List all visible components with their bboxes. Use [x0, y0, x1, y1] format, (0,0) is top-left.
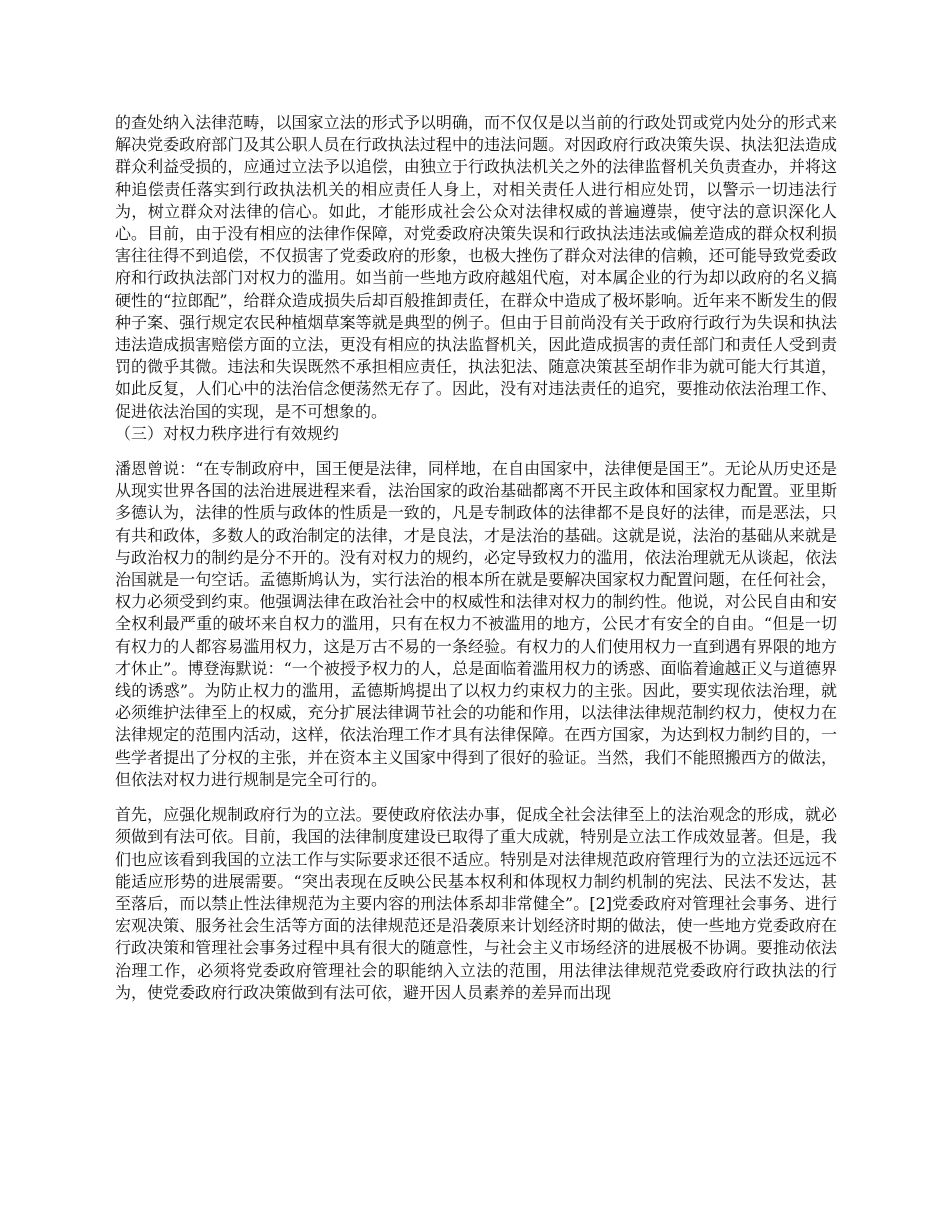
paragraph-power-constraint: 潘恩曾说：“在专制政府中，国王便是法律，同样地，在自由国家中，法律便是国王”。无论从历史还是从现实世界各国的法治进展进程来看，法治国家的政治基础都离不开民主政体和国家权力配置。亚里斯多德认为，法律的性质与政体的性质是一致的，凡是专制政体的法律都不是良好的法律，而是恶法，只有共和政体，多数人的政治制定的法律，才是良法，才是法治的基础。这就是说，法治的基础从来就是与政治权力的制约是分不开的。没有对权力的规约，必定导致权力的滥用，依法治理就无从谈起，依法治国就是一句空话。孟德斯鸠认为，实行法治的根本所在就是要解决国家权力配置问题，在任何社会，权力必须受到约束。他强调法律在政治社会中的权威性和法律对权力的制约性。他说，对公民自由和安全权利最严重的破坏来自权力的滥用，只有在权力不被滥用的地方，公民才有安全的自由。“但是一切有权力的人都容易滥用权力，这是万古不易的一条经验。有权力的人们使用权力一直到遇有界限的地方才休止”。博登海默说：“一个被授予权力的人，总是面临着滥用权力的诱惑、面临着逾越正义与道德界线的诱惑”。为防止权力的滥用，孟德斯鸠提出了以权力约束权力的主张。因此，要实现依法治理，就必须维护法律至上的权威，充分扩展法律调节社会的功能和作用，以法律法律规范制约权力，使权力在法律规定的范围内活动，这样，依法治理工作才具有法律保障。在西方国家，为达到权力制约目的，一些学者提出了分权的主张，并在资本主义国家中得到了很好的验证。当然，我们不能照搬西方的做法，但依法对权力进行规制是完全可行的。: [115, 459, 837, 789]
section-heading: （三）对权力秩序进行有效规约: [115, 423, 340, 443]
paragraph-legislation: 首先，应强化规制政府行为的立法。要使政府依法办事，促成全社会法律至上的法治观念的形成，就必须做到有法可依。目前，我国的法律制度建设已取得了重大成就，特别是立法工作成效显著。但是，我们也应该看到我国的立法工作与实际要求还很不适应。特别是对法律规范政府管理行为的立法还远远不能适应形势的进展需要。“突出表现在反映公民基本权利和体现权力制约机制的宪法、民法不发达，甚至落后，而以禁止性法律规范为主要内容的刑法体系却非常健全”。[2]党委政府对管理社会事务、进行宏观决策、服务社会生活等方面的法律规范还是沿袭原来计划经济时期的做法，使一些地方党委政府在行政决策和管理社会事务过程中具有很大的随意性，与社会主义市场经济的进展极不协调。要推动依法治理工作，必须将党委政府管理社会的职能纳入立法的范围，用法律法律规范党委政府行政执法的行为，使党委政府行政决策做到有法可依，避开因人员素养的差异而出现: [115, 805, 837, 1002]
document-body: [115, 112, 837, 1004]
paragraph-liability: 的查处纳入法律范畴，以国家立法的形式予以明确，而不仅仅是以当前的行政处罚或党内处分的形式来解决党委政府部门及其公职人员在行政执法过程中的违法问题。对因政府行政决策失误、执法犯法造成群众利益受损的，应通过立法予以追偿，由独立于行政执法机关之外的法律监督机关负责查办，并将这种追偿责任落实到行政执法机关的相应责任人身上，对相关责任人进行相应处罚，以警示一切违法行为，树立群众对法律的信心。如此，才能形成社会公众对法律权威的普遍遵崇，使守法的意识深化人心。目前，由于没有相应的法律作保障，对党委政府决策失误和行政执法违法或偏差造成的群众权利损害往往得不到追偿，不仅损害了党委政府的形象，也极大挫伤了群众对法律的信赖，还可能导致党委政府和行政执法部门对权力的滥用。如当前一些地方政府越俎代庖，对本属企业的行为却以政府的名义搞硬性的“拉郎配”，给群众造成损失后却百般推卸责任，在群众中造成了极坏影响。近年来不断发生的假种子案、强行规定农民种植烟草案等就是典型的例子。但由于目前尚没有关于政府行政行为失误和执法违法造成损害赔偿方面的立法，更没有相应的执法监督机关，因此造成损害的责任部门和责任人受到责罚的微乎其微。违法和失误既然不承担相应责任，执法犯法、随意决策甚至胡作非为就可能大行其道，如此反复，人们心中的法治信念便荡然无存了。因此，没有对违法责任的追究，要推动依法治理工作、促进依法治国的实现，是不可想象的。: [115, 113, 837, 421]
